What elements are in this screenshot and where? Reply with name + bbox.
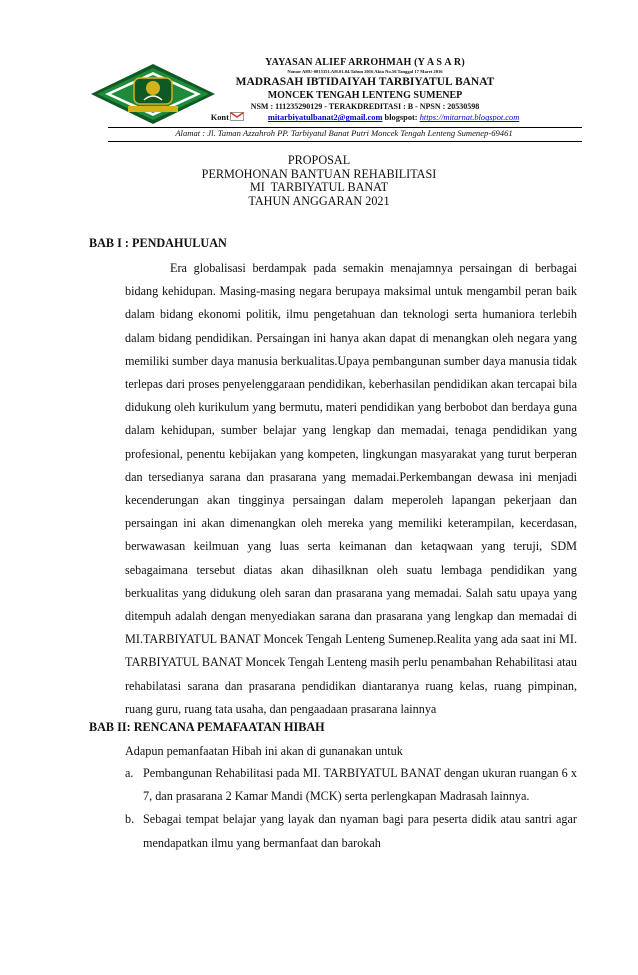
madrasah-location: MONCEK TENGAH LENTENG SUMENEP (267, 89, 463, 101)
section-heading-bab2: BAB II: RENCANA PEMAFAATAN HIBAH (89, 720, 325, 734)
list-item-text: Pembangunan Rehabilitasi pada MI. TARBIYATUL BANAT dengan ukuran ruangan 6 x 7, dan prasarana 2 Kamar Mandi (MCK) serta perlengkapan Madrasah lainnya. (143, 766, 577, 804)
legal-number: Nomor AHU-0015351.AH.01.04.Tahun 2016 Akta No.56 Tanggal 17 Maret 2016 (287, 69, 443, 74)
nsm-line: NSM : 111235290129 - TERAKDREDITASI : B - NPSN : 20530598 (250, 101, 480, 111)
email-link[interactable]: mitarbiyatulbanat2@gmail.com (267, 113, 383, 123)
list-marker: a. (125, 766, 134, 780)
blog-link[interactable]: https://mitarnat.blogspot.com (419, 113, 520, 123)
contact-line (170, 112, 560, 122)
document-title (0, 154, 638, 208)
title-line-3: MI TARBIYATUL BANAT (249, 180, 389, 195)
list-marker: b. (125, 812, 135, 827)
bab1-paragraph: Era globalisasi berdampak pada semakin menajamnya persaingan di berbagai bidang kehidupan. Masing-masing negara berupaya maksimal untuk mengambil peran baik dalam bidang ekonomi politik, ilmu pengetahuan dan teknologi serta humaniora terlebih dalam bidang pendidikan. Persaingan ini hanya akan dapat di menangkan oleh negara yang memiliki sumber daya manusia berkualitas.Upaya pembangunan sumber daya manusia tidak terlepas dari proses penyelenggaraan pendidikan, keberhasilan pendidikan akan tercapai bila didukung oleh kurikulum yang bermutu, materi pendidikan yang berbobot dan berdaya guna dalam kehidupan, sumber belajar yang lengkap dan memadai, tenaga pendidikan yang profesional, penentu kebijakan yang kompeten, lingkungan masyarakat yang turut berperan dan tersedianya sarana dan prasarana yang memadai.Perkembangan dewasa ini menjadi kecenderungan akan tingginya persaingan dalam meperoleh lapangan pekerjaan dan persaingan ini akan dimenangkan oleh mereka yang memiliki keterampilan, kecerdasan, berwawasan keilmuan yang luas serta keimanan dan ketaqwaan yang teruji, SDM sebagaimana tersebut diatas akan dihasilknan oleh suatu lembaga pendidikan yang berkualitas yang didukung oleh saran dan prasarana yang memadai. Salah satu upaya yang ditempuh adalah dengan menyediakan sarana dan prasarana yang lengkap dan memadai di MI.TARBIYATUL BANAT Moncek Tengah Lenteng Sumenep.Realita yang ada saat ini MI. TARBIYATUL BANAT Moncek Tengah Lenteng masih perlu penambahan Rehabilitasi atau rehabilatasi sarana dan prasarana pendidikan diantaranya ruang kelas, ruang pimpinan, ruang guru, ruang tata usaha, dan pengaadaan prasarana lainnya (125, 261, 577, 716)
bab2-intro: Adapun pemanfaatan Hibah ini akan di gunanakan untuk (125, 744, 403, 758)
title-line-1: PROPOSAL (287, 153, 351, 167)
list-item-text: Sebagai tempat belajar yang layak dan nyaman bagi para peserta didik atau santri agar mendapatkan ilmu yang bermanfaat dan barokah (143, 812, 577, 850)
gmail-icon (230, 112, 244, 121)
address-line: Alamat : Jl. Taman Azzahroh PP. Tarbiyatul Banat Putri Moncek Tengah Lenteng Sumenep-69461 (175, 128, 513, 138)
title-line-4: TAHUN ANGGARAN 2021 (248, 193, 390, 208)
list-item (125, 762, 577, 808)
title-line-2: PERMOHONAN BANTUAN REHABILITASI (201, 166, 437, 181)
bab2-list (125, 762, 577, 855)
blog-label: blogspot: (384, 113, 418, 123)
section-heading-bab1: BAB I : PENDAHULUAN (89, 236, 227, 250)
header-rule-bottom (108, 141, 582, 142)
foundation-name: YAYASAN ALIEF ARROHMAH (Y A S A R) (265, 57, 465, 68)
list-item (125, 808, 577, 854)
letterhead (170, 57, 560, 123)
contact-label: Kont (210, 113, 229, 123)
madrasah-name: MADRASAH IBTIDAIYAH TARBIYATUL BANAT (235, 76, 495, 89)
